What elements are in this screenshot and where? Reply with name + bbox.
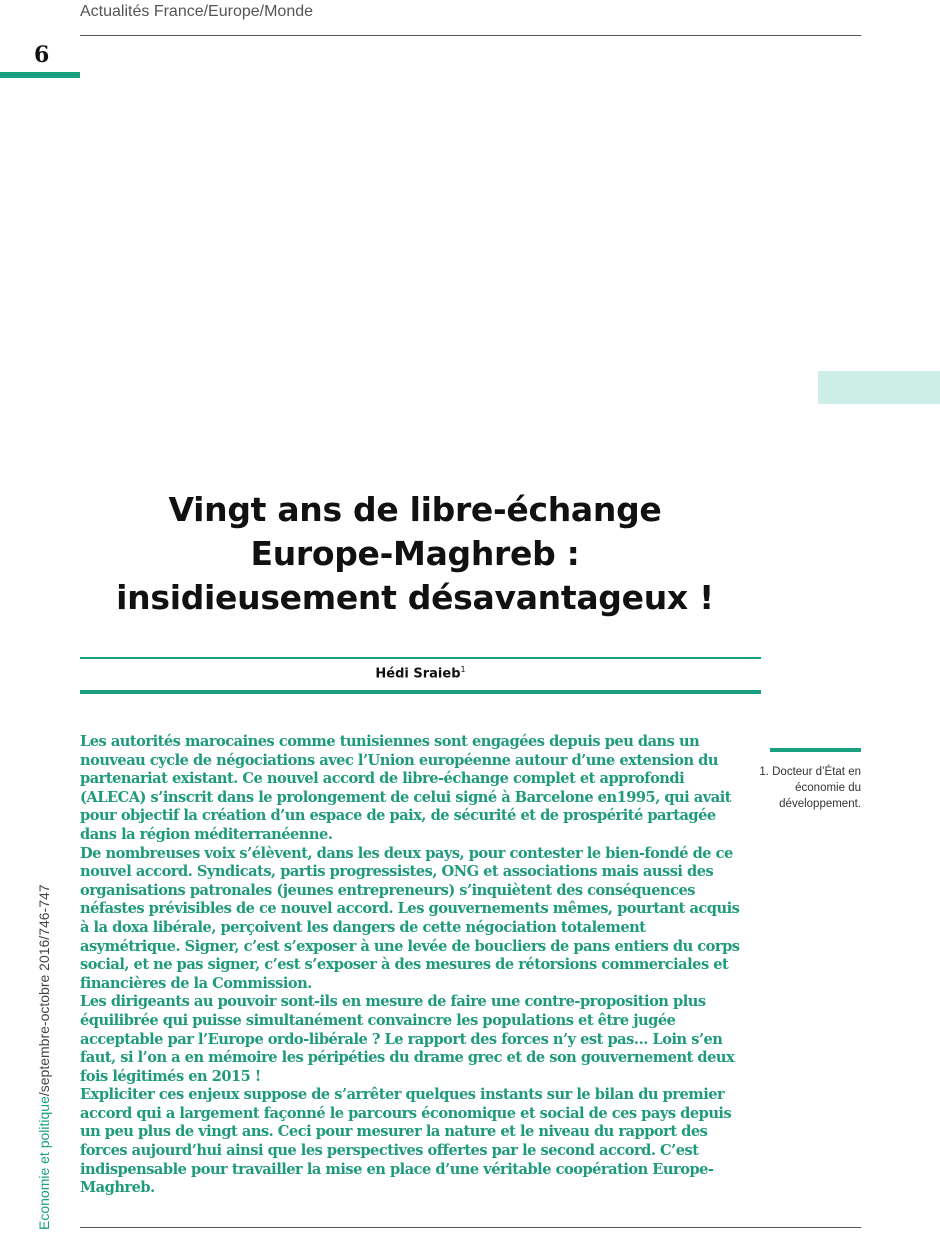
author-byline xyxy=(80,665,761,681)
author-footnote: 1. Docteur d’État en économie du développement. xyxy=(759,766,861,810)
lead-paragraph-1: Les autorités marocaines comme tunisiennes sont engagées depuis peu dans un nouveau cycle de négociations avec l’Union européenne autour d’une extension du partenariat existant. Ce nouvel accord de libre-échange complet et approfondi (ALECA) s’inscrit dans le prolongement de celui signé à Barcelone en1995, qui avait pour objectif la création d’un espace de paix, de sécurité et de prospérité partagée dans la région méditerranéenne. xyxy=(80,733,731,843)
footnote-accent-bar xyxy=(770,748,861,752)
footer-divider xyxy=(80,1227,861,1228)
title-line-3: insidieusement désavantageux ! xyxy=(116,578,714,617)
page-number-accent-bar xyxy=(0,72,80,78)
byline-rule-top xyxy=(80,657,761,659)
author-name: Hédi Sraieb xyxy=(375,666,461,682)
page-number: 6 xyxy=(34,42,50,68)
section-side-tab xyxy=(818,371,940,404)
lead-paragraph-4: Expliciter ces enjeux suppose de s’arrêter quelques instants sur le bilan du premier accord qui a largement façonné le parcours économique et social de ces pays depuis un peu plus de vingt ans. Ceci pour mesurer la nature et le niveau du rapport des forces aujourd’hui ainsi que les perspectives offertes par le second accord. C’est indispensable pour travailler la mise en place d’une véritable coopération Europe-Maghreb. xyxy=(80,1086,732,1197)
title-line-2: Europe-Maghreb : xyxy=(250,534,580,573)
journal-reference xyxy=(36,884,52,1230)
header-divider xyxy=(80,35,861,36)
lead-paragraph-2: De nombreuses voix s’élèvent, dans les deux pays, pour contester le bien-fondé de ce nouvel accord. Syndicats, partis progressistes, ONG et associations mais aussi des organisations patronales (jeunes entrepreneurs) s’inquiètent des conséquences néfastes prévisibles de ce nouvel accord. Les gouvernements mêmes, pourtant acquis à la doxa libérale, perçoivent les dangers de cette négociation totalement asymétrique. Signer, c’est s’exposer à une levée de boucliers de pans entiers du corps social, et ne pas signer, c’est s’exposer à des mesures de rétorsions commerciales et financières de la Commission. xyxy=(80,844,740,992)
running-header: Actualités France/Europe/Monde xyxy=(80,3,314,20)
footnote-ref: 1 xyxy=(460,665,466,674)
title-line-1: Vingt ans de libre-échange xyxy=(168,490,662,529)
article-title xyxy=(80,488,750,620)
journal-name: Economie et politique xyxy=(36,1096,52,1230)
journal-issue: /septembre-octobre 2016/746-747 xyxy=(36,884,52,1097)
byline-rule-bottom xyxy=(80,690,761,694)
lead-paragraph-3: Les dirigeants au pouvoir sont-ils en mesure de faire une contre-proposition plus équilibrée qui puisse simultanément convaincre les populations et être jugée acceptable par l’Europe ordo-libérale ? Le rapport des forces n’y est pas… Loin s’en faut, si l’on a en mémoire les péripéties du drame grec et de son gouvernement deux fois légitimés en 2015 ! xyxy=(80,993,735,1085)
article-lead xyxy=(80,733,750,1198)
